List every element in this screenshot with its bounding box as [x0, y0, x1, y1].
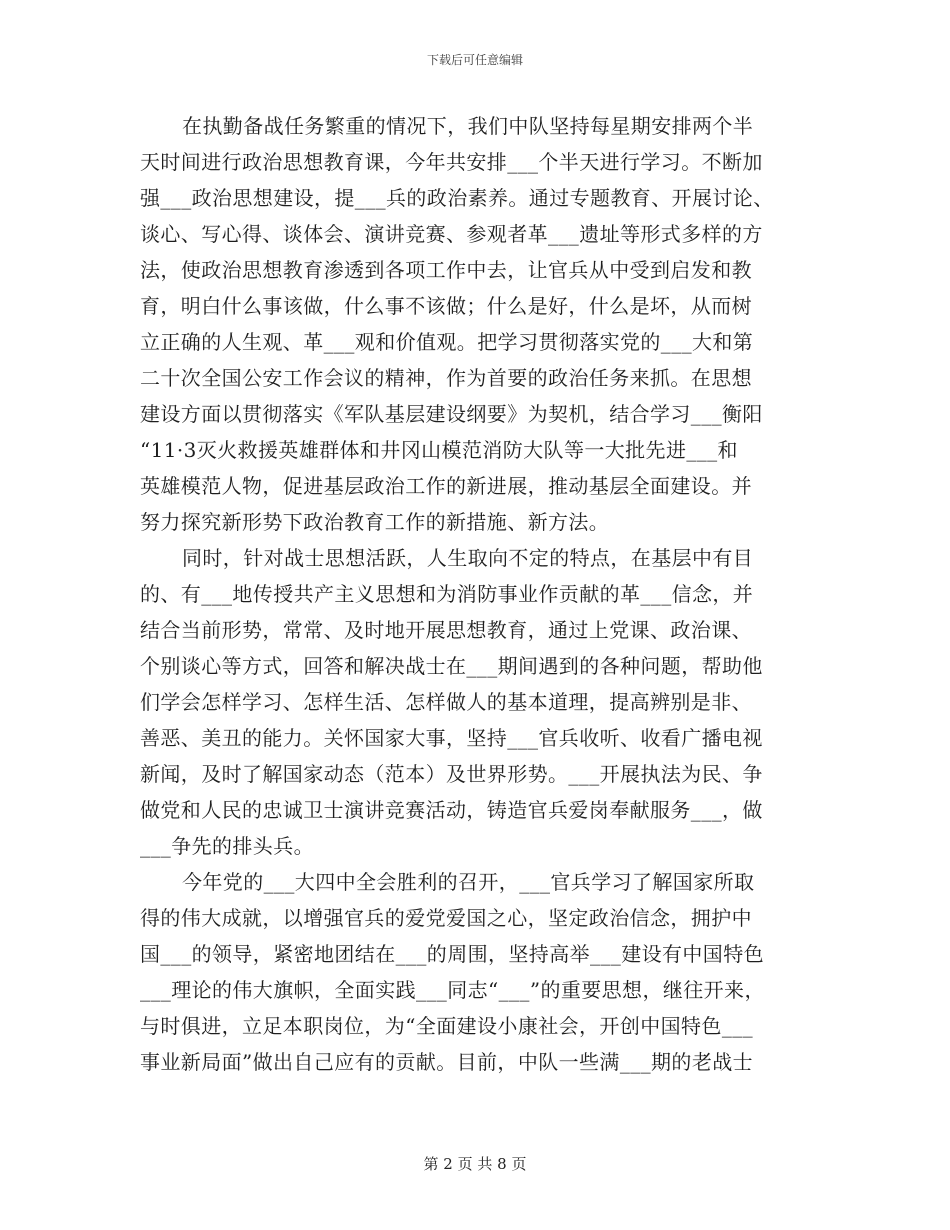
- text-line: 新闻，及时了解国家动态（范本）及世界形势。___开展执法为民、争: [140, 762, 763, 786]
- text-line: 得的伟大成就，以增强官兵的爱党爱国之心，坚定政治信念，拥护中: [140, 906, 752, 930]
- paragraph-2: [140, 540, 820, 864]
- paragraph-1: [140, 108, 820, 540]
- text-line: 善恶、美丑的能力。关怀国家大事，坚持___官兵收听、收看广播电视: [140, 726, 763, 750]
- text-line: 们学会怎样学习、怎样生活、怎样做人的基本道理，提高辨别是非、: [140, 690, 752, 714]
- text-line: 同时，针对战士思想活跃，人生取向不定的特点，在基层中有目: [182, 546, 754, 570]
- text-line: 事业新局面”做出自己应有的贡献。目前，中队一些满___期的老战士: [140, 1050, 754, 1074]
- text-line: 做党和人民的忠诚卫士演讲竞赛活动，铸造官兵爱岗奉献服务___，做: [140, 798, 763, 822]
- text-line: 国___的领导，紧密地团结在___的周围，坚持高举___建设有中国特色: [140, 942, 764, 966]
- text-line: 强___政治思想建设，提___兵的政治素养。通过专题教育、开展讨论、: [140, 186, 774, 210]
- text-line: 建设方面以贯彻落实《军队基层建设纲要》为契机，结合学习___衡阳: [140, 402, 763, 426]
- text-line: 结合当前形势，常常、及时地开展思想教育，通过上党课、政治课、: [140, 618, 752, 642]
- document-body: [140, 108, 820, 1080]
- text-line: 谈心、写心得、谈体会、演讲竞赛、参观者革___遗址等形式多样的方: [140, 222, 763, 246]
- text-line: 与时俱进，立足本职岗位，为“全面建设小康社会，开创中国特色___: [140, 1014, 754, 1038]
- text-line: 在执勤备战任务繁重的情况下，我们中队坚持每星期安排两个半: [182, 114, 754, 138]
- text-line: 的、有___地传授共产主义思想和为消防事业作贡献的革___信念，并: [140, 582, 754, 606]
- text-line: 育，明白什么事该做，什么事不该做；什么是好，什么是坏，从而树: [140, 294, 752, 318]
- text-line: 立正确的人生观、革___观和价值观。把学习贯彻落实党的___大和第: [140, 330, 754, 354]
- text-line: 努力探究新形势下政治教育工作的新措施、新方法。: [140, 510, 610, 534]
- text-line: 二十次全国公安工作会议的精神，作为首要的政治任务来抓。在思想: [140, 366, 752, 390]
- text-line: 今年党的___大四中全会胜利的召开，___官兵学习了解国家所取: [182, 870, 755, 894]
- text-line: ___争先的排头兵。: [140, 834, 314, 858]
- text-line: 法，使政治思想教育渗透到各项工作中去，让官兵从中受到启发和教: [140, 258, 752, 282]
- paragraph-3: [140, 864, 820, 1080]
- page-number: 第 2 页 共 8 页: [423, 1155, 527, 1173]
- text-line: 天时间进行政治思想教育课，今年共安排___个半天进行学习。不断加: [140, 150, 763, 174]
- text-line: ___理论的伟大旗帜，全面实践___同志“___”的重要思想，继往开来，: [140, 978, 765, 1002]
- page-header: 下载后可任意编辑: [426, 53, 523, 67]
- text-line: “11·3灭火救援英雄群体和井冈山模范消防大队等一大批先进___和: [140, 438, 738, 462]
- text-line: 个别谈心等方式，回答和解决战士在___期间遇到的各种问题，帮助他: [140, 654, 763, 678]
- text-line: 英雄模范人物，促进基层政治工作的新进展，推动基层全面建设。并: [140, 474, 752, 498]
